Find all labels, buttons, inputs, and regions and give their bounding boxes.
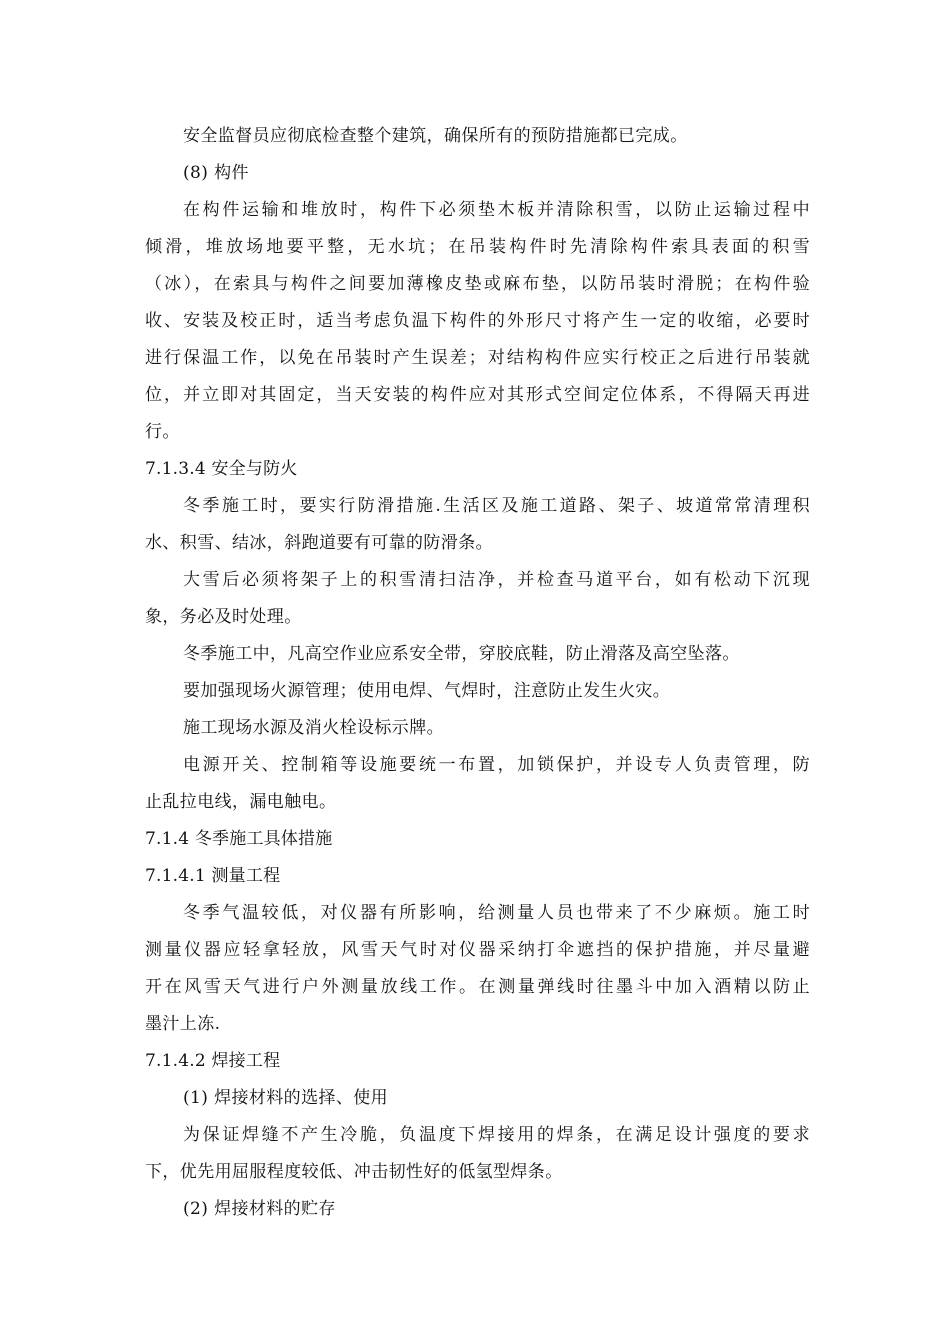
list-item-heading: (1) 焊接材料的选择、使用 — [183, 1088, 389, 1108]
section-heading: 7.1.3.4 安全与防火 — [145, 459, 298, 479]
paragraph-line: 象，务必及时处理。 — [145, 607, 302, 627]
document-body — [145, 118, 810, 1228]
paragraph-line: 要加强现场火源管理；使用电焊、气焊时，注意防止发生火灾。 — [183, 681, 671, 701]
paragraph-line: 冬季施工时，要实行防滑措施.生活区及施工道路、架子、坡道常常清理积 — [183, 496, 810, 516]
paragraph-line: 止乱拉电线，漏电触电。 — [145, 792, 337, 812]
paragraph-line: （冰），在索具与构件之间要加薄橡皮垫或麻布垫，以防吊装时滑脱；在构件验 — [145, 274, 810, 294]
paragraph-line: 下，优先用屈服程度较低、冲击韧性好的低氢型焊条。 — [145, 1162, 563, 1182]
paragraph-line: 水、积雪、结冰，斜跑道要有可靠的防滑条。 — [145, 533, 493, 553]
section-heading: 7.1.4 冬季施工具体措施 — [145, 829, 333, 849]
list-item-heading: (2) 焊接材料的贮存 — [183, 1199, 336, 1219]
paragraph-line: 施工现场水源及消火栓设标示牌。 — [183, 718, 444, 738]
paragraph-line: 冬季施工中，凡高空作业应系安全带，穿胶底鞋，防止滑落及高空坠落。 — [183, 644, 740, 664]
paragraph-line: 安全监督员应彻底检查整个建筑，确保所有的预防措施都已完成。 — [183, 126, 688, 146]
paragraph-line: 进行保温工作，以免在吊装时产生误差；对结构构件应实行校正之后进行吊装就 — [145, 348, 810, 368]
paragraph-line: 倾滑，堆放场地要平整，无水坑；在吊装构件时先清除构件索具表面的积雪 — [145, 237, 810, 257]
paragraph-line: 墨汁上冻. — [145, 1014, 221, 1034]
paragraph-line: 在构件运输和堆放时，构件下必须垫木板并清除积雪，以防止运输过程中 — [183, 200, 810, 220]
paragraph-line: 位，并立即对其固定，当天安装的构件应对其形式空间定位体系，不得隔天再进 — [145, 385, 810, 405]
paragraph-line: 行。 — [145, 422, 180, 442]
paragraph-line: 大雪后必须将架子上的积雪清扫洁净，并检查马道平台，如有松动下沉现 — [183, 570, 810, 590]
section-heading: 7.1.4.1 测量工程 — [145, 866, 281, 886]
paragraph-line: 冬季气温较低，对仪器有所影响，给测量人员也带来了不少麻烦。施工时 — [183, 903, 810, 923]
paragraph-line: 开在风雪天气进行户外测量放线工作。在测量弹线时往墨斗中加入酒精以防止 — [145, 977, 810, 997]
section-heading: 7.1.4.2 焊接工程 — [145, 1051, 281, 1071]
paragraph-line: 电源开关、控制箱等设施要统一布置，加锁保护，并设专人负责管理，防 — [183, 755, 810, 775]
paragraph-line: 为保证焊缝不产生冷脆，负温度下焊接用的焊条，在满足设计强度的要求 — [183, 1125, 810, 1145]
paragraph-line: 收、安装及校正时，适当考虑负温下构件的外形尺寸将产生一定的收缩，必要时 — [145, 311, 810, 331]
list-item-heading: (8) 构件 — [183, 163, 249, 183]
paragraph-line: 测量仪器应轻拿轻放，风雪天气时对仪器采纳打伞遮挡的保护措施，并尽量避 — [145, 940, 810, 960]
